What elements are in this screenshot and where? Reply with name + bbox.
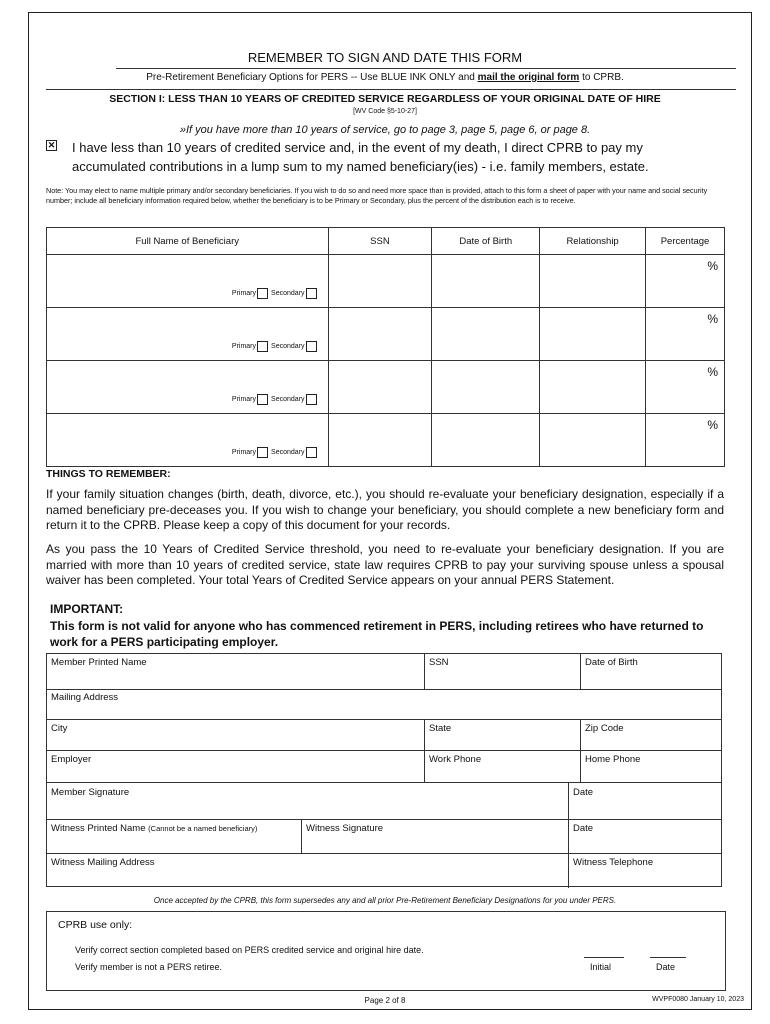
important-text: This form is not valid for anyone who has commenced retirement in PERS, including retirees who have returned to work for a PERS participating employer. xyxy=(50,619,704,649)
table-row xyxy=(47,308,725,361)
beneficiary-relationship-cell[interactable] xyxy=(540,255,646,308)
cprb-verify-1: Verify correct section completed based on PERS credited service and original hire date. xyxy=(75,945,424,955)
form-id: WVPF0080 January 10, 2023 xyxy=(652,996,744,1003)
work-phone-field[interactable]: Work Phone xyxy=(429,754,482,765)
primary-checkbox[interactable] xyxy=(257,288,268,299)
member-name-field[interactable]: Member Printed Name xyxy=(51,657,147,668)
beneficiary-dob-cell[interactable] xyxy=(432,361,540,414)
section-checkbox[interactable]: ✕ xyxy=(47,140,56,150)
beneficiary-ssn-cell[interactable] xyxy=(328,361,432,414)
date-label: Date xyxy=(656,962,676,972)
table-row xyxy=(47,255,725,308)
form-title: REMEMBER TO SIGN AND DATE THIS FORM xyxy=(247,50,523,65)
witness-signature-field[interactable]: Witness Signature xyxy=(306,823,384,834)
beneficiary-percentage-cell[interactable] xyxy=(646,361,725,414)
beneficiary-percentage-cell[interactable] xyxy=(646,255,725,308)
initial-label: Initial xyxy=(590,962,612,972)
witness-telephone-field[interactable]: Witness Telephone xyxy=(573,857,654,868)
beneficiary-name-cell[interactable] xyxy=(47,361,329,414)
secondary-checkbox[interactable] xyxy=(306,394,317,405)
employer-field[interactable]: Employer xyxy=(51,754,92,765)
beneficiary-header-row xyxy=(47,228,725,255)
percent-sign: % xyxy=(707,259,718,273)
primary-secondary-choice: Primary Secondary xyxy=(232,341,320,352)
multiple-beneficiary-note: Note: You may elect to name multiple primary and/or secondary beneficiaries. If you wish to do so and need more space than is provided, attach to this form a sheet of paper with your name and social security number; include all beneficiary information required below, whether the beneficiary is to be Primary or Secondary, plus the percent of the distribution each is to receive. xyxy=(46,186,708,205)
table-row xyxy=(47,414,725,467)
things-heading: THINGS TO REMEMBER: xyxy=(46,468,171,480)
primary-secondary-choice: Primary Secondary xyxy=(232,288,320,299)
beneficiary-ssn-cell[interactable] xyxy=(328,308,432,361)
member-signature-field[interactable]: Member Signature xyxy=(51,787,130,798)
beneficiary-percentage-cell[interactable] xyxy=(646,308,725,361)
col-full-name: Full Name of Beneficiary xyxy=(47,228,329,255)
home-phone-field[interactable]: Home Phone xyxy=(585,754,641,765)
col-percentage: Percentage xyxy=(646,228,725,255)
beneficiary-relationship-cell[interactable] xyxy=(540,414,646,467)
primary-checkbox[interactable] xyxy=(257,394,268,405)
witness-name-field[interactable]: Witness Printed Name (Cannot be a named beneficiary) xyxy=(51,823,258,834)
beneficiary-relationship-cell[interactable] xyxy=(540,361,646,414)
section-heading: SECTION I: LESS THAN 10 YEARS OF CREDITED SERVICE REGARDLESS OF YOUR ORIGINAL DATE OF HIRE xyxy=(109,93,661,105)
beneficiary-dob-cell[interactable] xyxy=(432,414,540,467)
redirect-note: »If you have more than 10 years of service, go to page 3, page 5, page 6, or page 8. xyxy=(179,124,591,136)
primary-secondary-choice: Primary Secondary xyxy=(232,447,320,458)
mailing-address-field[interactable]: Mailing Address xyxy=(51,692,119,703)
beneficiary-ssn-cell[interactable] xyxy=(328,255,432,308)
subtitle-rule xyxy=(46,89,736,90)
beneficiary-name-cell[interactable] xyxy=(47,255,329,308)
form-subtitle: Pre-Retirement Beneficiary Options for PERS -- Use BLUE INK ONLY and mail the original form to CPRB. xyxy=(146,72,624,83)
title-rule xyxy=(116,68,736,69)
cprb-verify-2: Verify member is not a PERS retiree. xyxy=(75,962,223,972)
city-field[interactable]: City xyxy=(51,723,68,734)
cprb-title: CPRB use only: xyxy=(58,919,133,931)
secondary-checkbox[interactable] xyxy=(306,447,317,458)
beneficiary-name-cell[interactable] xyxy=(47,308,329,361)
page-number: Page 2 of 8 xyxy=(364,996,406,1005)
member-sig-date-field[interactable]: Date xyxy=(573,787,594,798)
primary-checkbox[interactable] xyxy=(257,447,268,458)
witness-mailing-field[interactable]: Witness Mailing Address xyxy=(51,857,155,868)
col-dob: Date of Birth xyxy=(432,228,540,255)
section-code: [WV Code §5-10-27] xyxy=(353,108,417,115)
primary-secondary-choice: Primary Secondary xyxy=(232,394,320,405)
col-ssn: SSN xyxy=(328,228,432,255)
important-heading: IMPORTANT: xyxy=(50,602,124,616)
col-relationship: Relationship xyxy=(540,228,646,255)
section-statement: I have less than 10 years of credited service and, in the event of my death, I direct CPRB to pay my accumulated contributions in a lump sum to my named beneficiary(ies) - i.e. family members, estate. xyxy=(72,140,649,174)
date-line[interactable] xyxy=(650,957,686,958)
things-paragraph-2: As you pass the 10 Years of Credited Service threshold, you need to re-evaluate your beneficiary designation. If you are married with more than 10 years of credited service, state law requires CPRB to pay your surviving spouse unless a spousal waiver has been completed. Your total Years of Credited Service appears on your annual PERS Statement. xyxy=(46,542,724,587)
initial-line[interactable] xyxy=(584,957,624,958)
state-field[interactable]: State xyxy=(429,723,452,734)
member-dob-field[interactable]: Date of Birth xyxy=(585,657,638,668)
percent-sign: % xyxy=(707,365,718,379)
table-row xyxy=(47,361,725,414)
acceptance-note: Once accepted by the CPRB, this form supersedes any and all prior Pre-Retirement Beneficiary Designations for you under PERS. xyxy=(153,896,617,905)
beneficiary-dob-cell[interactable] xyxy=(432,255,540,308)
beneficiary-name-cell[interactable] xyxy=(47,414,329,467)
things-paragraph-1: If your family situation changes (birth, death, divorce, etc.), you should re-evaluate your beneficiary designation, especially if a named beneficiary pre-deceases you. If you wish to change your beneficiary, you should complete a new beneficiary form and return it to the CPRB. Please keep a copy of this document for your records. xyxy=(46,487,724,532)
beneficiary-relationship-cell[interactable] xyxy=(540,308,646,361)
zip-field[interactable]: Zip Code xyxy=(585,723,624,734)
secondary-checkbox[interactable] xyxy=(306,341,317,352)
beneficiary-dob-cell[interactable] xyxy=(432,308,540,361)
member-info-form xyxy=(46,653,722,887)
percent-sign: % xyxy=(707,312,718,326)
primary-checkbox[interactable] xyxy=(257,341,268,352)
member-ssn-field[interactable]: SSN xyxy=(429,657,449,668)
beneficiary-table xyxy=(46,227,725,467)
secondary-checkbox[interactable] xyxy=(306,288,317,299)
percent-sign: % xyxy=(707,418,718,432)
beneficiary-ssn-cell[interactable] xyxy=(328,414,432,467)
witness-date-field[interactable]: Date xyxy=(573,823,594,834)
beneficiary-percentage-cell[interactable] xyxy=(646,414,725,467)
